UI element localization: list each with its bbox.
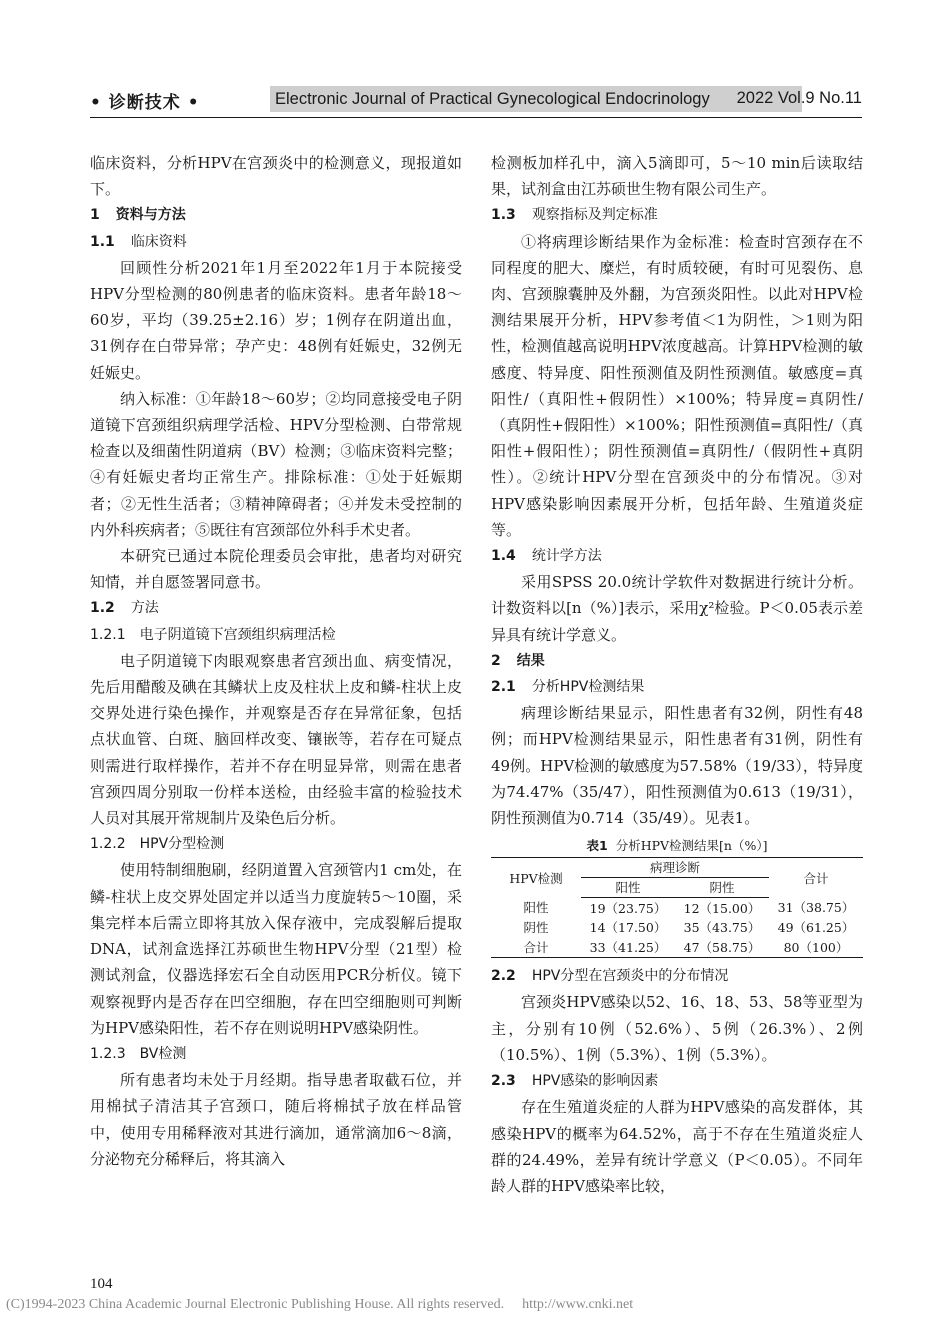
table-header-cell: 合计	[769, 858, 863, 898]
journal-title: Electronic Journal of Practical Gynecological Endocrinology	[270, 86, 802, 112]
table-caption: 表1 分析HPV检测结果[n（%）]	[586, 838, 768, 854]
table-cell: 47（58.75）	[675, 938, 769, 958]
table-row	[491, 938, 863, 958]
right-column	[491, 150, 863, 1199]
subsection-heading: 2.1 分析HPV检测结果	[491, 679, 645, 696]
subsection-heading: 1.2 方法	[90, 600, 159, 617]
subsection-heading: 1.3 观察指标及判定标准	[491, 207, 658, 224]
page-number: 104	[90, 1276, 113, 1292]
table-header-cell: 阴性	[675, 878, 769, 898]
table-header-cell: HPV检测	[491, 858, 581, 898]
paragraph: 本研究已通过本院伦理委员会审批，患者均对研究知情，并自愿签署同意书。	[90, 547, 462, 592]
subsection-heading: 1.4 统计学方法	[491, 548, 602, 565]
table-cell: 合计	[491, 938, 581, 958]
results-table	[491, 857, 863, 958]
issue-info: 2022 Vol.9 No.11	[736, 89, 862, 107]
table-cell: 35（43.75）	[683, 920, 761, 936]
table-cell: 12（15.00）	[683, 900, 761, 916]
left-column	[90, 150, 462, 1172]
table-cell: 49（61.25）	[777, 920, 855, 936]
paragraph: 所有患者均未处于月经期。指导患者取截石位，并用棉拭子清洁其子宫颈口，随后将棉拭子放在样品管中，使用专用稀释液对其进行滴加，通常滴加6～8滴，分泌物充分稀释后，将其滴入	[90, 1071, 462, 1168]
copyright-text: (C)1994-2023 China Academic Journal Electronic Publishing House. All rights reserved.	[6, 1297, 505, 1312]
subsection-heading: 1.1 临床资料	[90, 233, 187, 250]
subsubsection-heading: 1.2.1 电子阴道镜下宫颈组织病理活检	[90, 626, 336, 643]
paragraph: 宫颈炎HPV感染以52、16、18、53、58等亚型为主，分别有10例（52.6%）、5例（26.3%）、2例（10.5%）、1例（5.3%）、1例（5.3%）。	[491, 993, 863, 1064]
table-cell: 阴性	[523, 920, 549, 936]
table-row	[491, 898, 863, 918]
subsection-heading: 2.3 HPV感染的影响因素	[491, 1073, 659, 1090]
section-heading: 2 结果	[491, 652, 545, 669]
paragraph: 采用SPSS 20.0统计学软件对数据进行统计分析。计数资料以[n（%）]表示，采用χ²检验。P＜0.05表示差异具有统计学意义。	[491, 573, 863, 644]
copyright-footer	[0, 1297, 950, 1313]
section-heading: 1 资料与方法	[90, 207, 186, 224]
paragraph: 病理诊断结果显示，阳性患者有32例，阴性有48例；而HPV检测结果显示，阳性患者有31例，阴性有49例。HPV检测的敏感度为57.58%（19/33），特异度为74.47%（35/47），阳性预测值为0.613（19/31），阴性预测值为0.714（35/49）。见表1。	[491, 704, 863, 828]
table-cell: 阳性	[523, 900, 549, 916]
table-cell: 14（17.50）	[589, 920, 667, 936]
paragraph: 检测板加样孔中，滴入5滴即可，5～10 min后读取结果，试剂盒由江苏硕世生物有限公司生产。	[491, 154, 863, 199]
header-rule	[90, 117, 862, 118]
table-cell: 33（41.25）	[581, 938, 675, 958]
paragraph: 存在生殖道炎症的人群为HPV感染的高发群体，其感染HPV的概率为64.52%，高于不存在生殖道炎症人群的24.49%，差异有统计学意义（P＜0.05）。不同年龄人群的HPV感染率比较，	[491, 1098, 863, 1195]
running-header	[90, 82, 862, 116]
table-header-cell: 病理诊断	[581, 858, 769, 878]
paragraph: 电子阴道镜下肉眼观察患者宫颈出血、病变情况，先后用醋酸及碘在其鳞状上皮及柱状上皮和鳞-柱状上皮交界处进行染色操作，并观察是否存在异常征象，包括点状血管、白斑、脑回样改变、镶嵌等，若存在可疑点则需进行取样操作，若并不存在明显异常，则需在患者宫颈四周分别取一份样本送检，由经验丰富的检验技术人员对其展开常规制片及染色后分析。	[90, 651, 462, 828]
footer-link[interactable]: http://www.cnki.net	[522, 1297, 634, 1312]
paragraph: 回顾性分析2021年1月至2022年1月于本院接受HPV分型检测的80例患者的临床资料。患者年龄18～60岁，平均（39.25±2.16）岁；1例存在阴道出血，31例存在白带异常；孕产史：48例有妊娠史，32例无妊娠史。	[90, 258, 462, 382]
paragraph: 使用特制细胞刷，经阴道置入宫颈管内1 cm处，在鳞-柱状上皮交界处固定并以适当力度旋转5～10圈，采集完样本后需立即将其放入保存液中，完成裂解后提取DNA，试剂盒选择江苏硕世生物HPV分型（21型）检测试剂盒，仪器选择宏石全自动医用PCR分析仪。镜下观察视野内是否存在凹空细胞，存在凹空细胞则可判断为HPV感染阳性，若不存在则说明HPV感染阴性。	[90, 861, 462, 1037]
table-cell: 31（38.75）	[777, 900, 855, 916]
table-cell: 19（23.75）	[589, 900, 667, 916]
table-row	[491, 918, 863, 938]
paragraph: 临床资料，分析HPV在宫颈炎中的检测意义，现报道如下。	[90, 154, 462, 199]
section-label: • 诊断技术 •	[90, 93, 200, 113]
subsection-heading: 2.2 HPV分型在宫颈炎中的分布情况	[491, 968, 729, 985]
table-header-cell: 阳性	[581, 878, 675, 898]
subsubsection-heading: 1.2.3 BV检测	[90, 1045, 187, 1062]
paragraph: 纳入标准：①年龄18～60岁；②均同意接受电子阴道镜下宫颈组织病理学活检、HPV分型检测、白带常规检查以及细菌性阴道病（BV）检测；③临床资料完整；④有妊娠史者均正常生产。排除标准：①处于妊娠期者；②无性生活者；③精神障碍者；④并发未受控制的内外科疾病者；⑤既往有宫颈部位外科手术史者。	[90, 389, 462, 539]
table-cell: 80（100）	[769, 938, 863, 958]
subsubsection-heading: 1.2.2 HPV分型检测	[90, 836, 225, 853]
paragraph: ①将病理诊断结果作为金标准：检查时宫颈存在不同程度的肥大、糜烂，有时质较硬，有时可见裂伤、息肉、宫颈腺囊肿及外翻，为宫颈炎阳性。以此对HPV检测结果展开分析，HPV参考值＜1为阴性，＞1则为阳性，检测值越高说明HPV浓度越高。计算HPV检测的敏感度、特异度、阳性预测值及阴性预测值。敏感度=真阳性/（真阳性+假阴性）×100%；特异度=真阴性/（真阴性+假阳性）×100%；阳性预测值=真阳性/（真阳性+假阳性）；阴性预测值=真阴性/（假阴性+真阴性）。②统计HPV分型在宫颈炎中的分布情况。③对HPV感染影响因素展开分析，包括年龄、生殖道炎症等。	[491, 232, 863, 539]
